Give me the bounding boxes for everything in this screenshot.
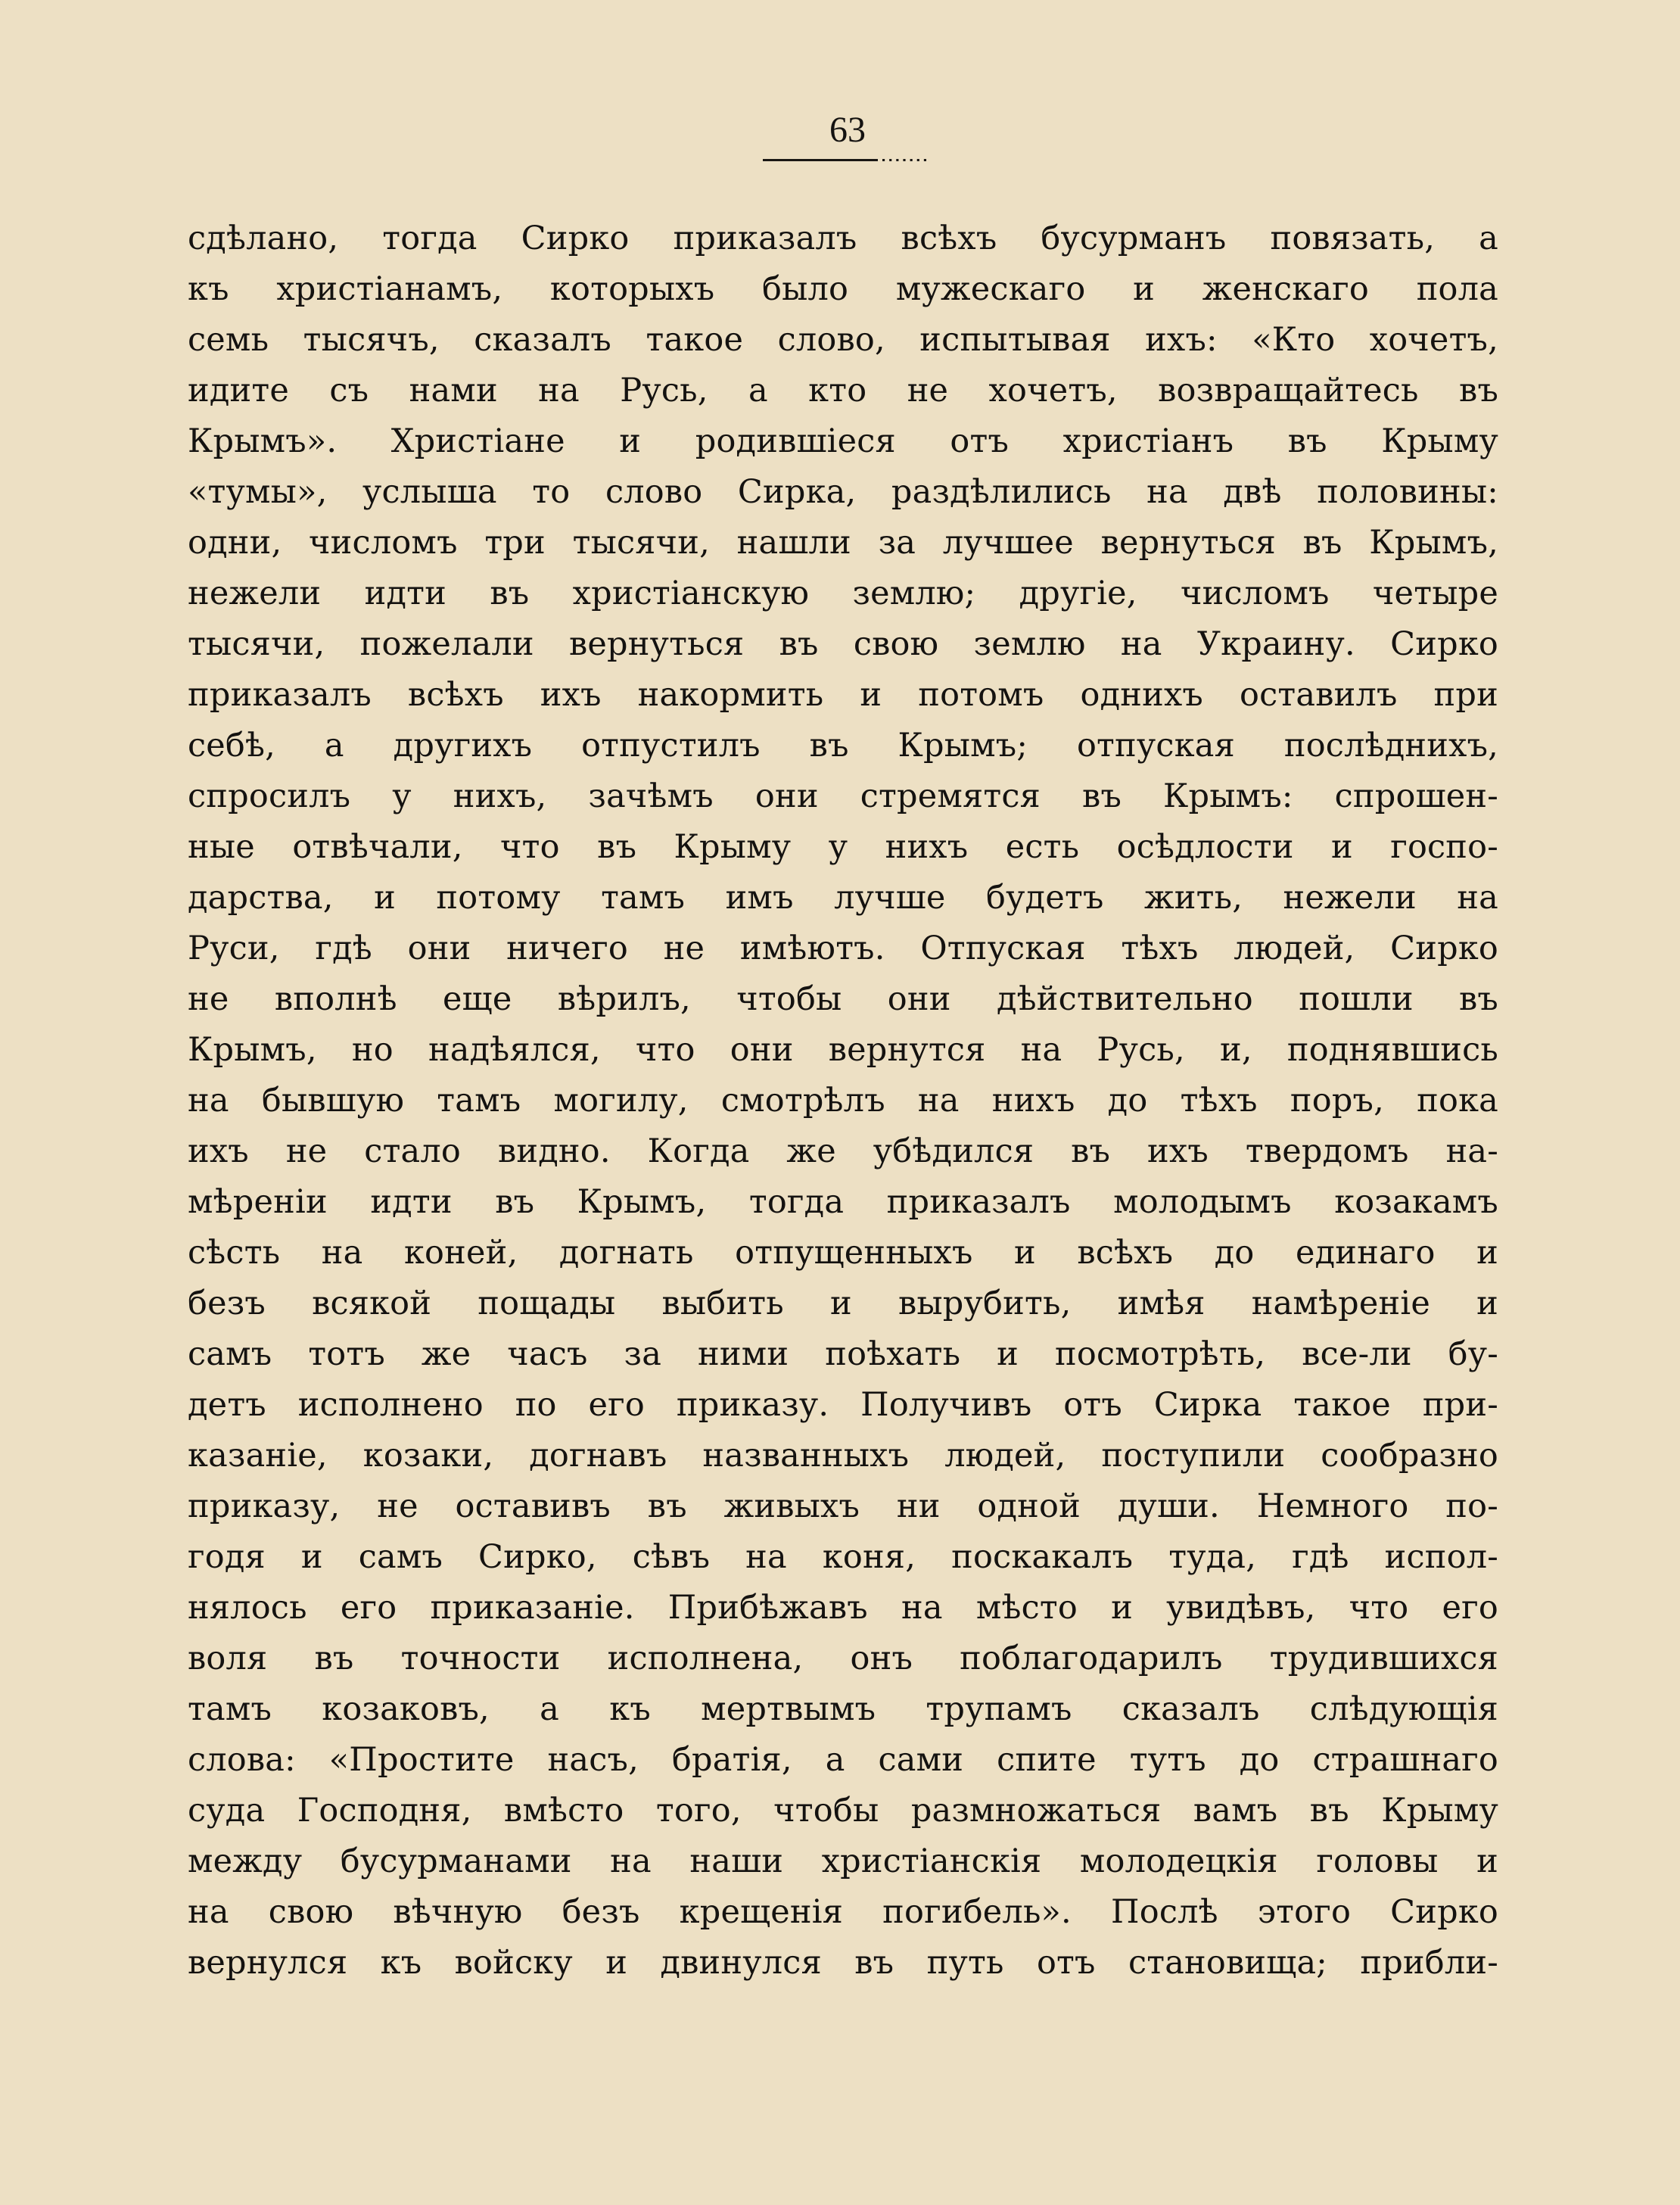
text-line: мѣреніи идти въ Крымъ, тогда приказалъ молодымъ козакамъ <box>188 1183 1498 1221</box>
text-line: одни, числомъ три тысячи, нашли за лучшее вернуться въ Крымъ, <box>188 524 1498 562</box>
text-line: тысячи, пожелали вернуться въ свою землю на Украину. Сирко <box>188 625 1498 663</box>
text-line: на свою вѣчную безъ крещенія погибель». Послѣ этого Сирко <box>188 1893 1498 1931</box>
text-line: Крымъ, но надѣялся, что они вернутся на Русь, и, поднявшись <box>188 1031 1498 1069</box>
text-line: идите съ нами на Русь, а кто не хочетъ, возвращайтесь въ <box>188 372 1498 410</box>
text-line: нежели идти въ христіанскую землю; другіе, числомъ четыре <box>188 575 1498 612</box>
text-line: спросилъ у нихъ, зачѣмъ они стремятся въ Крымъ: спрошен- <box>188 777 1498 815</box>
text-line: сдѣлано, тогда Сирко приказалъ всѣхъ бусурманъ повязать, а <box>188 220 1498 257</box>
text-line: ихъ не стало видно. Когда же убѣдился въ ихъ твердомъ на- <box>188 1132 1498 1170</box>
body-text <box>188 213 1498 1989</box>
text-line: дарства, и потому тамъ имъ лучше будетъ жить, нежели на <box>188 879 1498 917</box>
text-line: воля въ точности исполнена, онъ поблагодарилъ трудившихся <box>188 1640 1498 1677</box>
page-number-rule-dashes <box>878 159 931 161</box>
text-line: сѣсть на коней, догнать отпущенныхъ и всѣхъ до единаго и <box>188 1234 1498 1272</box>
text-line: на бывшую тамъ могилу, смотрѣлъ на нихъ до тѣхъ поръ, пока <box>188 1082 1498 1120</box>
text-line: Руси, гдѣ они ничего не имѣютъ. Отпуская тѣхъ людей, Сирко <box>188 930 1498 967</box>
text-line: между бусурманами на наши христіанскія молодецкія головы и <box>188 1842 1498 1880</box>
text-line: ные отвѣчали, что въ Крыму у нихъ есть осѣдлости и госпо- <box>188 828 1498 866</box>
text-line: приказалъ всѣхъ ихъ накормить и потомъ однихъ оставилъ при <box>188 676 1498 714</box>
text-line: приказу, не оставивъ въ живыхъ ни одной души. Немного по- <box>188 1487 1498 1525</box>
text-line: нялось его приказаніе. Прибѣжавъ на мѣсто и увидѣвъ, что его <box>188 1589 1498 1627</box>
text-line: семь тысячъ, сказалъ такое слово, испытывая ихъ: «Кто хочетъ, <box>188 321 1498 359</box>
text-line: себѣ, а другихъ отпустилъ въ Крымъ; отпуская послѣднихъ, <box>188 727 1498 765</box>
text-line: къ христіанамъ, которыхъ было мужескаго и женскаго пола <box>188 270 1498 308</box>
text-line: Крымъ». Христіане и родившіеся отъ христіанъ въ Крыму <box>188 422 1498 460</box>
text-line: не вполнѣ еще вѣрилъ, чтобы они дѣйствительно пошли въ <box>188 980 1498 1018</box>
text-line: вернулся къ войску и двинулся въ путь отъ становища; прибли- <box>188 1944 1498 1982</box>
text-line: казаніе, козаки, догнавъ названныхъ людей, поступили сообразно <box>188 1437 1498 1475</box>
text-line: суда Господня, вмѣсто того, чтобы размножаться вамъ въ Крыму <box>188 1792 1498 1830</box>
text-line: годя и самъ Сирко, сѣвъ на коня, поскакалъ туда, гдѣ испол- <box>188 1538 1498 1576</box>
text-line: детъ исполнено по его приказу. Получивъ отъ Сирка такое при- <box>188 1386 1498 1424</box>
text-line: слова: «Простите насъ, братія, а сами спите тутъ до страшнаго <box>188 1741 1498 1779</box>
text-line: безъ всякой пощады выбить и вырубить, имѣя намѣреніе и <box>188 1285 1498 1322</box>
text-line: «тумы», услыша то слово Сирка, раздѣлились на двѣ половины: <box>188 473 1498 511</box>
page-number: 63 <box>829 110 866 150</box>
text-line: тамъ козаковъ, а къ мертвымъ трупамъ сказалъ слѣдующія <box>188 1690 1498 1728</box>
text-line: самъ тотъ же часъ за ними поѣхать и посмотрѣть, все-ли бу- <box>188 1335 1498 1373</box>
